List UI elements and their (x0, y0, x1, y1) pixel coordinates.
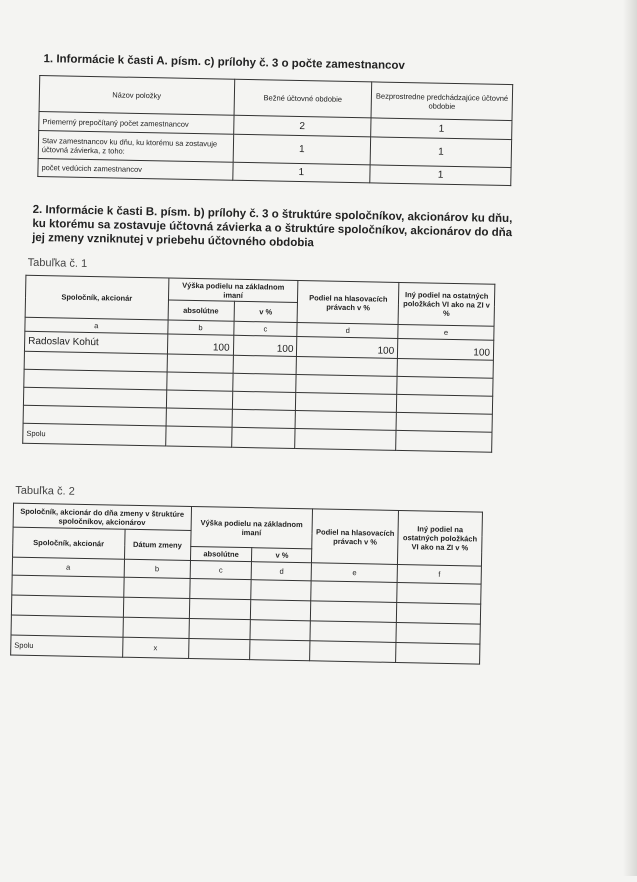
partner-share-abs: 100 (167, 334, 233, 355)
section1-heading (43, 53, 404, 72)
t2-total-label: Spolu (11, 635, 123, 657)
t2-letter: b (124, 559, 190, 578)
t2-letter: a (12, 557, 124, 577)
partner-share-pct: 100 (233, 335, 297, 356)
t2-letter: e (311, 563, 397, 583)
row-current-value: 1 (233, 134, 371, 165)
t2-header-date: Dátum zmeny (124, 529, 190, 560)
t1-letter: d (297, 323, 398, 339)
row-previous-value: 1 (371, 118, 512, 140)
row-current-value: 2 (233, 115, 371, 137)
partner-other-pct: 100 (398, 338, 494, 360)
t2-header-voting: Podiel na hlasovacích právach v % (312, 509, 399, 565)
t2-header-partner: Spoločník, akcionár (13, 527, 125, 559)
t1-header-other: Iný podiel na ostatných položkách VI ako na ZI v % (398, 282, 495, 326)
row-previous-value: 1 (370, 165, 511, 186)
section2-number: 2. (32, 203, 43, 217)
header-previous-period: Bezprostredne predchádzajúce účtovné obdobie (371, 82, 512, 121)
partner-changes-table (10, 503, 483, 665)
t1-letter: c (233, 321, 297, 336)
t1-total-label: Spolu (23, 423, 166, 446)
table2-caption: Tabuľka č. 2 (15, 484, 75, 498)
row-label: Priemerný prepočítaný počet zamestnancov (39, 112, 234, 135)
t2-total-date: x (122, 637, 188, 658)
t1-letter: b (167, 320, 233, 335)
row-label: počet vedúcich zamestnancov (38, 158, 233, 180)
header-current-period: Bežné účtovné obdobie (234, 79, 372, 118)
t2-letter: f (397, 564, 481, 584)
section2-title: Informácie k časti B. písm. b) prílohy č. 3 o štruktúre spoločníkov, akcionárov ku dňu, ku ktorému sa zostavuje účtovná závierka a o štruktúre spoločníkov, akcionárov do dňa jej zmeny vzniknutej v priebehu účtovného obdobia (32, 204, 513, 250)
t2-letter: c (190, 560, 252, 579)
t2-header-other: Iný podiel na ostatných položkách VI ako na ZI v % (398, 510, 483, 566)
partners-table (22, 275, 495, 453)
t2-header-group: Spoločník, akcionár do dňa zmeny v štruktúre spoločníkov, akcionárov (13, 503, 191, 530)
section2-heading (32, 203, 513, 254)
t1-header-partner: Spoločník, akcionár (25, 275, 168, 320)
t2-letter: d (252, 562, 312, 581)
row-previous-value: 1 (370, 137, 511, 168)
t1-header-share: Výška podielu na základnom imaní (168, 278, 298, 302)
employees-table (37, 75, 513, 186)
t1-letter: a (25, 317, 168, 334)
table1-caption: Tabuľka č. 1 (27, 256, 88, 270)
section1-number: 1. (43, 53, 54, 66)
t1-letter: e (398, 324, 494, 340)
partner-name: Radoslav Kohút (24, 331, 167, 354)
partner-voting-pct: 100 (297, 337, 398, 359)
t1-header-pct: v % (234, 301, 298, 322)
row-label: Stav zamestnancov ku dňu, ku ktorému sa zostavuje účtovná závierka, z toho: (38, 131, 233, 163)
section1-title: Informácie k časti A. písm. c) prílohy č. 3 o počte zamestnancov (56, 53, 405, 73)
t2-header-abs: absolútne (190, 546, 252, 561)
t2-header-share: Výška podielu na základnom imaní (190, 506, 312, 548)
t1-header-voting: Podiel na hlasovacích právach v % (297, 281, 399, 325)
header-item-name: Názov položky (39, 76, 234, 116)
t2-header-pct: v % (252, 548, 312, 563)
t1-header-abs: absolútne (168, 300, 234, 321)
row-current-value: 1 (232, 162, 370, 183)
